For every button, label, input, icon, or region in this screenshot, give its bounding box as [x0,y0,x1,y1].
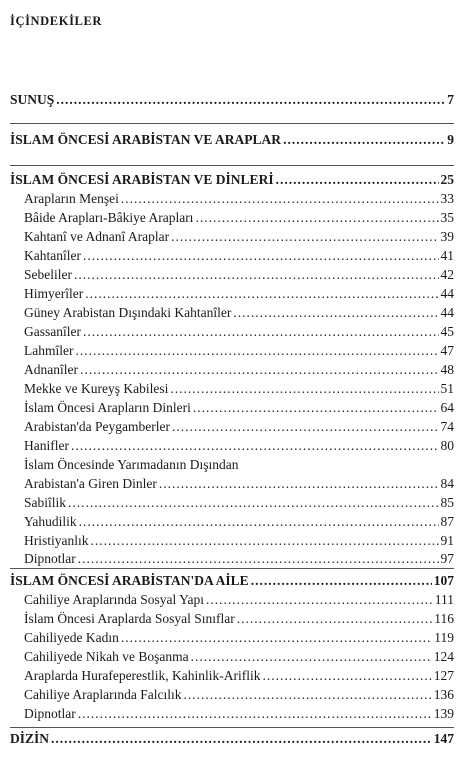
dot-leader [71,436,439,456]
dot-leader [171,227,438,247]
toc-entry-label: Arabistan'a Giren Dinler [24,476,157,491]
toc-entry-label: Kahtanîler [24,248,81,263]
toc-entry-label: İSLAM ÖNCESİ ARABİSTAN'DA AİLE [10,573,249,588]
toc-entry-page: 136 [433,687,454,702]
toc-entry[interactable] [10,379,454,399]
dot-leader [80,360,439,380]
toc-entry-label: Hanifler [24,438,69,453]
toc-entry-label: Cahiliyede Nikah ve Boşanma [24,649,189,664]
toc-entry-label: Arapların Menşei [24,191,119,206]
toc-entry-label: Araplarda Hurafeperestlik, Kahinlik-Ariflik [24,668,261,683]
toc-entry[interactable] [10,227,454,247]
toc-entry-page: 97 [440,551,454,566]
dot-leader [78,549,439,569]
toc-entry-label: Arabistan'da Peygamberler [24,419,171,434]
dot-leader [91,531,439,551]
toc-entry-page: 48 [440,362,454,377]
toc-entry[interactable] [10,590,454,610]
toc-entry-page: 41 [440,248,454,263]
toc-entry-label: Mekke ve Kureyş Kabilesi [24,381,169,396]
toc-entry-page: 116 [434,611,454,626]
toc-entry[interactable] [10,208,454,228]
toc-entry-page: 35 [440,210,454,225]
toc-entry[interactable] [10,549,454,569]
toc-entry-label: Dipnotlar [24,551,76,566]
toc-entry-label: İSLAM ÖNCESİ ARABİSTAN VE ARAPLAR [10,132,282,147]
section-divider [10,123,454,124]
toc-entry-page: 139 [433,706,454,721]
dot-leader [56,90,445,110]
toc-entry-label: Himyerîler [24,286,84,301]
toc-entry-page: 25 [440,172,454,187]
dot-leader [51,729,432,749]
toc-entry[interactable] [10,417,454,437]
dot-leader [85,284,438,304]
toc-entry-index[interactable] [10,729,454,749]
toc-entry-label: Dipnotlar [24,706,76,721]
toc-entry-label: Yahudilik [24,514,77,529]
toc-entry[interactable] [10,303,454,323]
toc-entry-label: İslam Öncesi Araplarda Sosyal Sınıflar [24,611,235,626]
dot-leader [237,609,433,629]
section-divider [10,727,454,728]
toc-entry[interactable] [10,189,454,209]
toc-page [10,0,454,760]
toc-entry-label: İslam Öncesi Arapların Dinleri [24,400,191,415]
toc-entry-label: DİZİN [10,731,50,746]
toc-entry[interactable] [10,512,454,532]
toc-entry-label: Adnanîler [24,362,78,377]
page-title: İÇİNDEKİLER [10,14,103,28]
toc-entry-page: 44 [440,286,454,301]
toc-entry[interactable] [10,360,454,380]
dot-leader [68,493,438,513]
toc-entry[interactable] [10,341,454,361]
toc-entry-label: SUNUŞ [10,92,55,107]
toc-entry[interactable] [10,493,454,513]
toc-entry-page: 124 [433,649,454,664]
toc-entry-chapter[interactable] [10,130,454,150]
toc-entry[interactable] [10,436,454,456]
toc-entry-label: Kahtanî ve Adnanî Araplar [24,229,170,244]
dot-leader [79,512,439,532]
toc-entry-page: 80 [440,438,454,453]
toc-entry-label: Hristiyanlık [24,533,89,548]
toc-entry-sunus[interactable] [10,90,454,110]
dot-leader [283,130,445,150]
toc-entry-label: Cahiliye Araplarında Falcılık [24,687,182,702]
toc-entry-chapter[interactable] [10,170,454,190]
dot-leader [193,398,439,418]
toc-entry-page: 107 [433,573,454,588]
toc-entry-label: Sebeliler [24,267,72,282]
toc-entry[interactable] [10,246,454,266]
dot-leader [206,590,433,610]
toc-entry-page: 42 [440,267,454,282]
toc-entry-page: 84 [440,476,454,491]
toc-entry-label: Güney Arabistan Dışındaki Kahtanîler [24,305,232,320]
toc-entry-page: 111 [434,592,454,607]
dot-leader [276,170,439,190]
toc-entry[interactable] [10,647,454,667]
toc-entry[interactable] [10,685,454,705]
toc-entry-page: 87 [440,514,454,529]
dot-leader [233,303,438,323]
toc-entry[interactable] [10,265,454,285]
toc-entry-page: 51 [440,381,454,396]
toc-entry-label: Gassanîler [24,324,81,339]
toc-entry-label: Bâide Arapları-Bâkiye Arapları [24,210,194,225]
toc-entry-label: Sabiîlik [24,495,67,510]
toc-entry-label: Cahiliyede Kadın [24,630,119,645]
toc-entry-page: 9 [447,132,454,147]
toc-entry[interactable] [10,398,454,418]
dot-leader [121,189,439,209]
toc-entry-page: 91 [440,533,454,548]
toc-entry[interactable] [10,474,454,494]
dot-leader [83,246,439,266]
toc-entry[interactable] [10,284,454,304]
toc-entry-page: 74 [440,419,454,434]
toc-entry-page: 44 [440,305,454,320]
toc-entry[interactable] [10,322,454,342]
dot-leader [195,208,438,228]
toc-entry-label: Lahmîler [24,343,74,358]
section-divider [10,165,454,166]
toc-entry-label: İSLAM ÖNCESİ ARABİSTAN VE DİNLERİ [10,172,274,187]
toc-entry-page: 39 [440,229,454,244]
dot-leader [75,341,438,361]
dot-leader [170,379,438,399]
dot-leader [263,666,432,686]
toc-entry[interactable] [10,609,454,629]
toc-entry-page: 147 [433,731,454,746]
dot-leader [183,685,431,705]
dot-leader [83,322,439,342]
toc-entry-page: 119 [434,630,454,645]
toc-entry-chapter[interactable] [10,571,454,591]
toc-entry-page: 45 [440,324,454,339]
toc-entry[interactable] [10,666,454,686]
toc-entry[interactable] [10,704,454,724]
dot-leader [251,571,432,591]
toc-entry[interactable] [10,531,454,551]
toc-entry-page: 127 [433,668,454,683]
toc-entry-page: 85 [440,495,454,510]
dot-leader [159,474,439,494]
dot-leader [172,417,438,437]
dot-leader [78,704,432,724]
toc-entry-page: 64 [440,400,454,415]
dot-leader [191,647,432,667]
dot-leader [74,265,439,285]
toc-entry-label: Cahiliye Araplarında Sosyal Yapı [24,592,204,607]
toc-entry-page: 7 [447,92,454,107]
toc-entry-page: 33 [440,191,454,206]
toc-entry-label-line1[interactable]: İslam Öncesinde Yarımadanın Dışından [24,457,239,472]
toc-entry[interactable] [10,628,454,648]
toc-entry-page: 47 [440,343,454,358]
dot-leader [121,628,432,648]
